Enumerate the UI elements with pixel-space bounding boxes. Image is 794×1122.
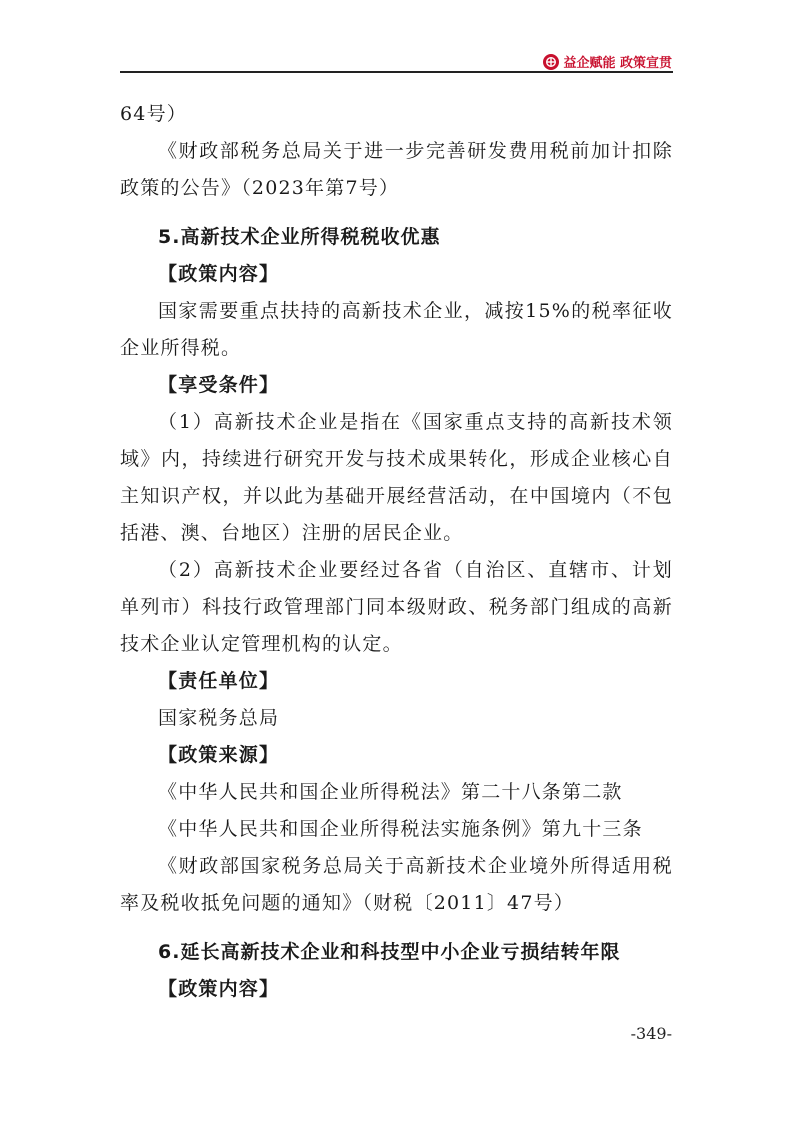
brand-text: 益企赋能 政策宣贯: [563, 56, 672, 71]
section-5-condition-2: （2）高新技术企业要经过各省（自治区、直辖市、计划单列市）科技行政管理部门同本级财政、税务部门组成的高新技术企业认定管理机构的认定。: [120, 559, 673, 655]
section-5-source-2: 《中华人民共和国企业所得税法实施条例》第九十三条: [158, 818, 643, 840]
continued-line: 64号）: [120, 103, 187, 125]
section-5-policy-text: 国家需要重点扶持的高新技术企业，减按15%的税率征收企业所得税。: [120, 300, 673, 359]
section-6-policy-heading: 【政策内容】: [158, 978, 280, 1000]
section-6-title: 6.延长高新技术企业和科技型中小企业亏损结转年限: [158, 941, 621, 963]
header-divider: [120, 71, 673, 73]
section-5-title: 5.高新技术企业所得税税收优惠: [158, 226, 441, 248]
section-5-unit-text: 国家税务总局: [158, 707, 280, 729]
brand-logo-icon: [543, 54, 559, 70]
section-5-source-1: 《中华人民共和国企业所得税法》第二十八条第二款: [158, 781, 623, 803]
section-5-unit-heading: 【责任单位】: [158, 670, 280, 692]
section-5-source-3: 《财政部国家税务总局关于高新技术企业境外所得适用税率及税收抵免问题的通知》（财税〔2011〕47号）: [120, 855, 673, 914]
page-number: -349-: [630, 1024, 672, 1043]
document-body: [120, 96, 673, 1008]
section-5-policy-heading: 【政策内容】: [158, 263, 280, 285]
section-5-conditions-heading: 【享受条件】: [158, 374, 280, 396]
header-brand: [543, 52, 672, 71]
previous-policy-source: 《财政部税务总局关于进一步完善研发费用税前加计扣除政策的公告》（2023年第7号）: [120, 140, 673, 199]
section-5-source-heading: 【政策来源】: [158, 744, 280, 766]
section-5-condition-1: （1）高新技术企业是指在《国家重点支持的高新技术领域》内，持续进行研究开发与技术成果转化，形成企业核心自主知识产权，并以此为基础开展经营活动，在中国境内（不包括港、澳、台地区）注册的居民企业。: [120, 411, 673, 544]
